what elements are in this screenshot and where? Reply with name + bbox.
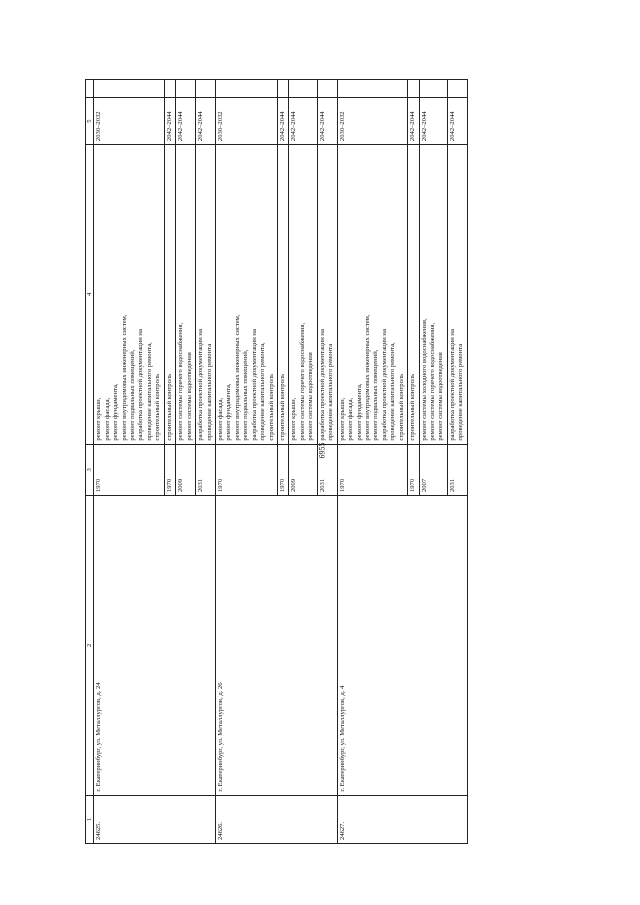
year-cell: 1970 [408,444,419,495]
works-cell [447,145,467,445]
blank-cell [215,80,277,98]
work-item: ремонт системы горячего водоснабжения, [429,322,436,441]
blank-cell [447,80,467,98]
repair-schedule-table [85,79,468,844]
address-cell: г. Екатеринбург, ул. Металлургов, д. 26 [215,496,337,796]
work-item: проведение капитального ремонта, [259,342,267,441]
table-row [94,80,165,844]
work-item: проведение капитального ремонта [457,343,465,441]
work-item: ремонт фундамента, [355,383,363,441]
year-cell: 2009 [176,444,196,495]
work-item: ремонт системы водоотведения [185,352,193,441]
work-item: разработка проектной документации на [318,329,326,441]
header-cell-5: 5 [86,98,94,145]
works-cell [94,145,165,445]
header-cell-blank [86,80,94,98]
address-cell: г. Екатеринбург, ул. Металлургов, д. 4 [337,496,467,796]
work-item: ремонт подвальных помещений, [372,349,380,441]
table-row [337,80,408,844]
works-cell [215,145,277,445]
period-cell: 2042–2044 [408,98,419,145]
year-cell: 1970 [215,444,277,495]
year-cell: 1970 [94,444,165,495]
record-number-cell: 24625. [94,795,216,843]
work-item: проведение капитального ремонта, [145,342,153,441]
period-cell: 2042–2044 [289,98,317,145]
work-item: проведение капитального ремонта [205,343,213,441]
period-cell: 2042–2044 [164,98,175,145]
year-cell: 2031 [317,444,337,495]
work-item: ремонт крыши, [95,397,103,441]
address-cell: г. Екатеринбург, ул. Металлургов, д. 24 [94,496,216,796]
year-cell: 2031 [196,444,216,495]
works-cell [176,145,196,445]
work-item: ремонт фундамента, [112,383,120,441]
work-item: ремонт системы холодного водоснабжения, [420,318,428,441]
work-item: ремонт системы водоотведения [437,352,445,441]
header-cell-2: 2 [86,496,94,796]
header-cell-1: 1 [86,795,94,843]
work-item: ремонт фасада, [216,397,224,441]
period-cell: 2042–2044 [196,98,216,145]
table-header-row [86,80,94,844]
work-item: строительный контроль [154,373,162,441]
record-number-cell: 24627. [337,795,467,843]
period-cell: 2042–2044 [317,98,337,145]
year-cell: 2031 [447,444,467,495]
work-item: строительный контроль [279,373,286,441]
work-item: разработка проектной документации на [137,329,145,441]
period-cell: 2030–2032 [215,98,277,145]
blank-cell [278,80,289,98]
blank-cell [408,80,419,98]
period-cell: 2042–2044 [278,98,289,145]
work-item: ремонт фасада, [347,397,355,441]
work-item: разработка проектной документации на [448,329,456,441]
year-cell: 2007 [419,444,447,495]
work-item: строительный контроль [397,373,405,441]
blank-cell [317,80,337,98]
year-cell: 1970 [278,444,289,495]
work-item: ремонт крыши, [338,397,346,441]
work-item: ремонт системы горячего водоснабжения, [298,322,306,441]
blank-cell [176,80,196,98]
header-cell-4: 4 [86,145,94,445]
works-cell [278,145,289,445]
year-cell: 2009 [289,444,317,495]
work-item: строительный контроль [165,373,173,441]
work-item: строительный контроль [267,373,275,441]
works-cell [289,145,317,445]
work-item: строительный контроль [409,373,417,441]
work-item: ремонт внутридомовых инженерных систем, [120,314,128,441]
works-cell [317,145,337,445]
header-cell-3: 3 [86,444,94,495]
period-cell: 2042–2044 [447,98,467,145]
period-cell: 2030–2032 [94,98,165,145]
registry-sheet [85,79,590,844]
blank-cell [196,80,216,98]
blank-cell [337,80,408,98]
blank-cell [289,80,317,98]
work-item: разработка проектной документации на [380,329,388,441]
blank-cell [164,80,175,98]
work-item: ремонт фасада, [103,397,111,441]
work-item: ремонт системы горячего водоснабжения, [177,322,185,441]
table-row [215,80,277,844]
year-cell: 1970 [164,444,175,495]
work-item: ремонт внутридомовых инженерных систем, [233,314,241,441]
work-item: проведение капитального ремонта [327,343,335,441]
page-number-text: 6955 [317,442,327,458]
work-item: ремонт фундамента, [225,383,233,441]
table-body [94,80,468,844]
works-cell [164,145,175,445]
year-cell: 1970 [337,444,408,495]
work-item: ремонт подвальных помещений, [242,349,250,441]
works-cell [337,145,408,445]
work-item: разработка проектной документации на [250,329,258,441]
work-item: проведение капитального ремонта, [389,342,397,441]
works-cell [408,145,419,445]
period-cell: 2030–2032 [337,98,408,145]
work-item: ремонт подвальных помещений, [129,349,136,441]
period-cell: 2042–2044 [176,98,196,145]
work-item: ремонт внутридомовых инженерных систем, [363,314,371,441]
work-item: ремонт системы водоотведения [307,352,315,441]
record-number-cell: 24626. [215,795,337,843]
work-item: ремонт крыши, [290,397,298,441]
works-cell [419,145,447,445]
blank-cell [419,80,447,98]
period-cell: 2042–2044 [419,98,447,145]
works-cell [196,145,216,445]
blank-cell [94,80,165,98]
work-item: разработка проектной документации на [197,329,205,441]
